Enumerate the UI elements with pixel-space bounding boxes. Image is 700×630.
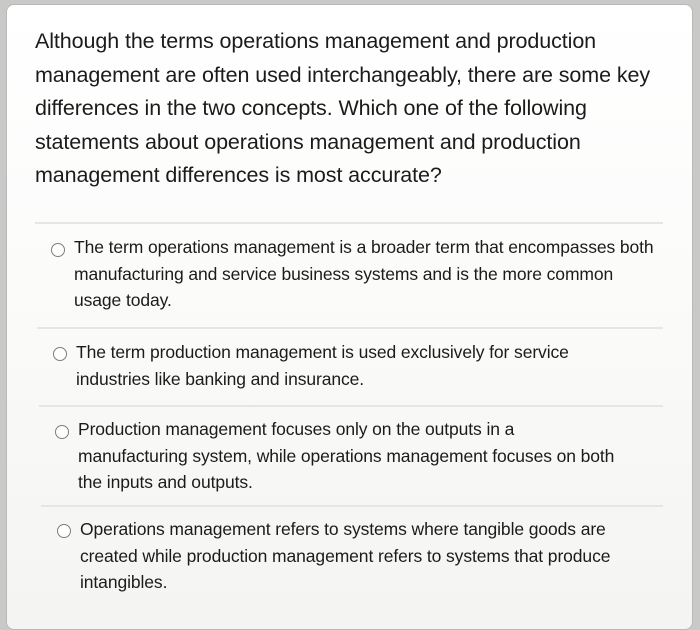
answer-option-label: Production management focuses only on the outputs in a manufacturing system, while operations management focuses on both the inputs and outputs. [78, 419, 615, 492]
answer-option-label: The term production management is used exclusively for service industries like banking and insurance. [76, 342, 569, 389]
answer-option-label: Operations management refers to systems where tangible goods are created while production management refers to systems that produce intangibles. [80, 519, 611, 592]
divider [39, 405, 663, 407]
divider [41, 505, 663, 507]
question-card [6, 4, 693, 630]
radio-button[interactable] [51, 243, 65, 257]
divider [37, 327, 663, 329]
radio-button[interactable] [53, 347, 67, 361]
question-text: Although the terms operations management and production management are often used interchangeably, there are some key differences in the two concepts. Which one of the following statements about operations management and production management differences is most accurate? [35, 29, 650, 187]
radio-button[interactable] [55, 425, 69, 439]
divider [35, 222, 663, 224]
radio-button[interactable] [57, 524, 71, 538]
answer-option-label: The term operations management is a broader term that encompasses both manufacturing and service business systems and is the more common usage today. [74, 237, 654, 310]
